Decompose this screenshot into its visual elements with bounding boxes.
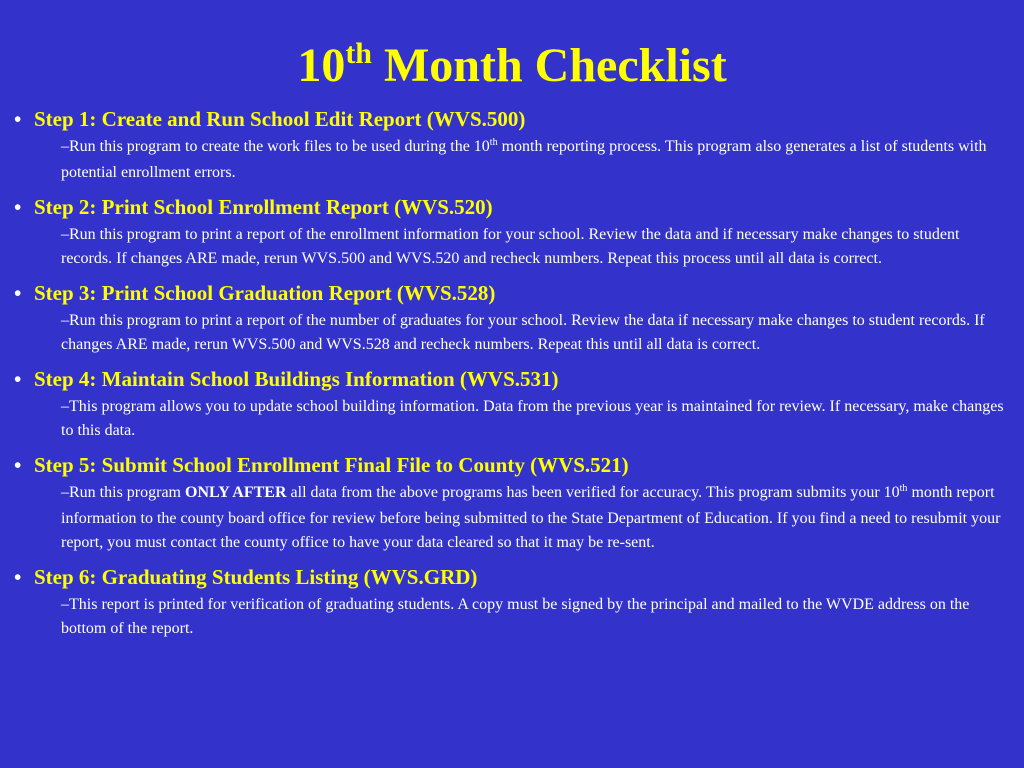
step-description	[61, 135, 1011, 185]
desc-text: all data from the above programs has been verified for accuracy. This program submits your 10	[286, 484, 900, 501]
desc-emphasis: ONLY AFTER	[185, 484, 287, 501]
step-heading-text: Step 1: Create and Run School Edit Report (WVS.500)	[34, 107, 526, 131]
step-heading-text: Step 2: Print School Enrollment Report (WVS.520)	[34, 195, 493, 219]
bullet-icon: •	[14, 453, 22, 477]
step-heading	[14, 365, 1014, 393]
desc-superscript: th	[899, 483, 908, 494]
desc-text: month reporting process. This program also generates a list of students with potential enrollment errors.	[61, 138, 987, 181]
bullet-icon: •	[14, 367, 22, 391]
step-5	[14, 451, 1014, 555]
step-description: –Run this program to print a report of the number of graduates for your school. Review the data if necessary make changes to student records. If changes ARE made, rerun WVS.500 and WVS.528 and recheck numbers. Repeat this until all data is correct.	[61, 312, 985, 353]
step-heading	[14, 563, 1014, 591]
step-description: –This report is printed for verification of graduating students. A copy must be signed by the principal and mailed to the WVDE address on the bottom of the report.	[61, 596, 970, 637]
step-2	[14, 193, 1014, 271]
step-heading	[14, 193, 1014, 221]
step-heading-text: Step 4: Maintain School Buildings Information (WVS.531)	[34, 367, 559, 391]
desc-text: –Run this program	[61, 484, 185, 501]
step-1	[14, 105, 1014, 185]
step-heading-text: Step 6: Graduating Students Listing (WVS.GRD)	[34, 565, 478, 589]
step-heading	[14, 279, 1014, 307]
title-number: 10	[297, 39, 346, 92]
desc-superscript: th	[489, 137, 498, 148]
bullet-icon: •	[14, 565, 22, 589]
bullet-icon: •	[14, 107, 22, 131]
desc-text: month report information to the county board office for review before being submitted to the State Department of Education. If you find a need to resubmit your report, you must contact the county office to have your data cleared so that it may be re-sent.	[61, 484, 1001, 551]
step-heading	[14, 451, 1014, 479]
step-description: –Run this program to print a report of the enrollment information for your school. Review the data and if necessary make changes to student records. If changes ARE made, rerun WVS.500 and WVS.520 and recheck numbers. Repeat this process until all data is correct.	[61, 226, 960, 267]
page-title	[0, 38, 1024, 100]
step-6	[14, 563, 1014, 641]
bullet-icon: •	[14, 281, 22, 305]
step-4	[14, 365, 1014, 443]
step-description: –This program allows you to update school building information. Data from the previous year is maintained for review. If necessary, make changes to this data.	[61, 398, 1004, 439]
step-heading	[14, 105, 1014, 133]
step-heading-text: Step 5: Submit School Enrollment Final File to County (WVS.521)	[34, 453, 629, 477]
title-text: Month Checklist	[372, 39, 727, 92]
desc-text: –Run this program to create the work files to be used during the 10	[61, 138, 490, 155]
step-description	[61, 481, 1011, 555]
bullet-icon: •	[14, 195, 22, 219]
title-superscript: th	[345, 37, 372, 70]
step-3	[14, 279, 1014, 357]
step-heading-text: Step 3: Print School Graduation Report (WVS.528)	[34, 281, 496, 305]
checklist	[14, 105, 1014, 649]
